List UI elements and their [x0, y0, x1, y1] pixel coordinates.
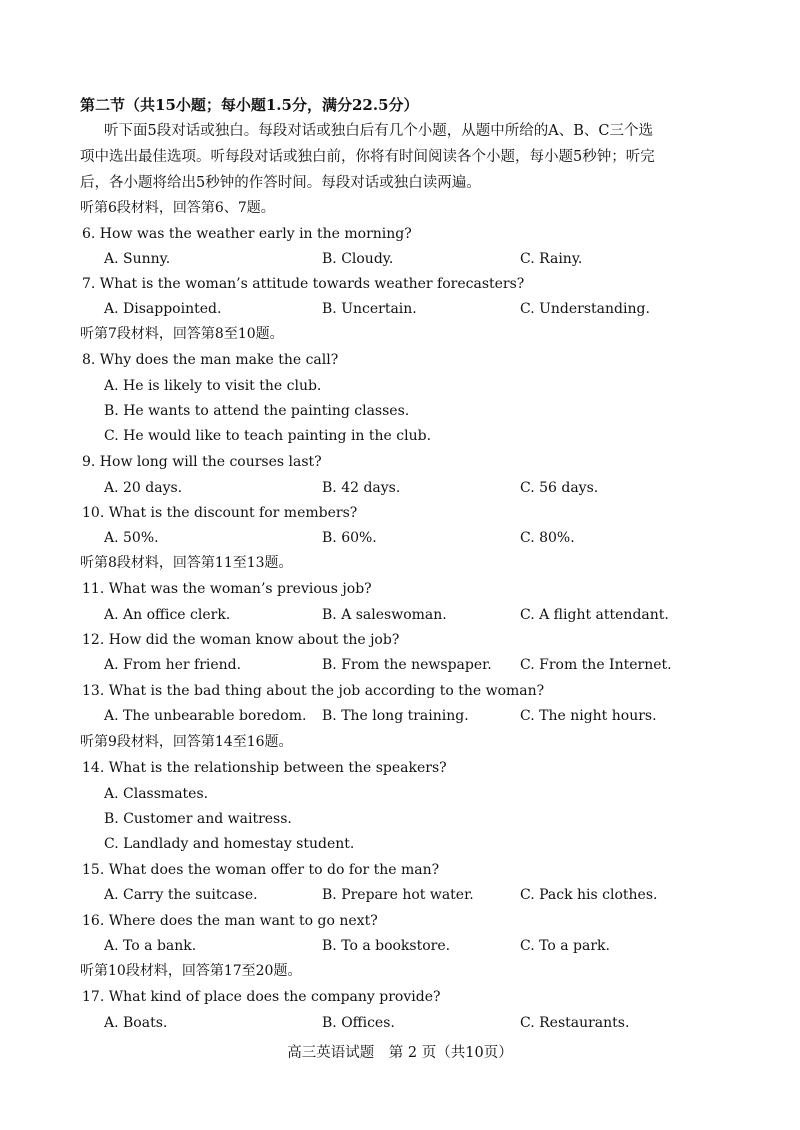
question-7-option-c: C. Understanding. [520, 301, 650, 317]
question-13-option-a: A. The unbearable boredom. [104, 708, 307, 724]
group-heading-9: 听第9段材料，回答第14至16题。 [80, 734, 293, 750]
question-8-option-b: B. He wants to attend the painting classes. [104, 403, 410, 419]
question-13-stem: 13. What is the bad thing about the job according to the woman? [82, 683, 545, 699]
question-14-option-a: A. Classmates. [104, 786, 209, 802]
question-14-option-c: C. Landlady and homestay student. [104, 836, 355, 852]
question-10-option-c: C. 80%. [520, 530, 575, 546]
question-14-option-b: B. Customer and waitress. [104, 811, 292, 827]
question-15-option-a: A. Carry the suitcase. [104, 887, 258, 903]
group-heading-7: 听第7段材料，回答第8至10题。 [80, 326, 284, 342]
question-15-stem: 15. What does the woman offer to do for the man? [82, 862, 440, 878]
question-17-stem: 17. What kind of place does the company provide? [82, 989, 441, 1005]
question-10-stem: 10. What is the discount for members? [82, 505, 358, 521]
question-17-option-c: C. Restaurants. [520, 1015, 630, 1031]
intro-line-3: 后，各小题将给出5秒钟的作答时间。每段对话或独白读两遍。 [80, 175, 481, 191]
question-7-stem: 7. What is the woman’s attitude towards weather forecasters? [82, 276, 525, 292]
question-8-option-a: A. He is likely to visit the club. [104, 378, 322, 394]
question-9-option-a: A. 20 days. [104, 480, 183, 496]
question-16-option-c: C. To a park. [520, 938, 610, 954]
question-14-stem: 14. What is the relationship between the speakers? [82, 760, 447, 776]
question-15-option-b: B. Prepare hot water. [322, 887, 474, 903]
question-6-stem: 6. How was the weather early in the morning? [82, 226, 412, 242]
question-9-option-c: C. 56 days. [520, 480, 599, 496]
group-heading-8: 听第8段材料，回答第11至13题。 [80, 555, 293, 571]
intro-line-1: 听下面5段对话或独白。每段对话或独白后有几个小题，从题中所给的A、B、C三个选 [104, 123, 653, 139]
question-13-option-b: B. The long training. [322, 708, 469, 724]
question-9-option-b: B. 42 days. [322, 480, 401, 496]
question-12-option-c: C. From the Internet. [520, 657, 672, 673]
question-8-stem: 8. Why does the man make the call? [82, 352, 339, 368]
group-heading-10: 听第10段材料，回答第17至20题。 [80, 963, 302, 979]
question-11-stem: 11. What was the woman’s previous job? [82, 581, 372, 597]
question-7-option-b: B. Uncertain. [322, 301, 417, 317]
question-8-option-c: C. He would like to teach painting in the club. [104, 428, 432, 444]
question-17-option-a: A. Boats. [104, 1015, 168, 1031]
question-11-option-b: B. A saleswoman. [322, 607, 447, 623]
question-11-option-a: A. An office clerk. [104, 607, 231, 623]
question-12-option-a: A. From her friend. [104, 657, 242, 673]
question-12-stem: 12. How did the woman know about the job? [82, 632, 400, 648]
section-title: 第二节（共15小题；每小题1.5分，满分22.5分） [80, 96, 419, 114]
question-6-option-a: A. Sunny. [104, 251, 171, 267]
question-12-option-b: B. From the newspaper. [322, 657, 492, 673]
question-7-option-a: A. Disappointed. [104, 301, 222, 317]
page-footer: 高三英语试题 第 2 页（共10页） [287, 1045, 513, 1061]
question-15-option-c: C. Pack his clothes. [520, 887, 658, 903]
intro-line-2: 项中选出最佳选项。听每段对话或独白前，你将有时间阅读各个小题，每小题5秒钟；听完 [80, 149, 655, 165]
question-6-option-b: B. Cloudy. [322, 251, 394, 267]
question-10-option-b: B. 60%. [322, 530, 377, 546]
question-16-option-a: A. To a bank. [104, 938, 197, 954]
question-6-option-c: C. Rainy. [520, 251, 583, 267]
question-16-stem: 16. Where does the man want to go next? [82, 913, 378, 929]
question-10-option-a: A. 50%. [104, 530, 159, 546]
question-16-option-b: B. To a bookstore. [322, 938, 451, 954]
question-13-option-c: C. The night hours. [520, 708, 657, 724]
group-heading-6: 听第6段材料，回答第6、7题。 [80, 200, 275, 216]
question-11-option-c: C. A flight attendant. [520, 607, 669, 623]
question-17-option-b: B. Offices. [322, 1015, 395, 1031]
question-9-stem: 9. How long will the courses last? [82, 454, 322, 470]
